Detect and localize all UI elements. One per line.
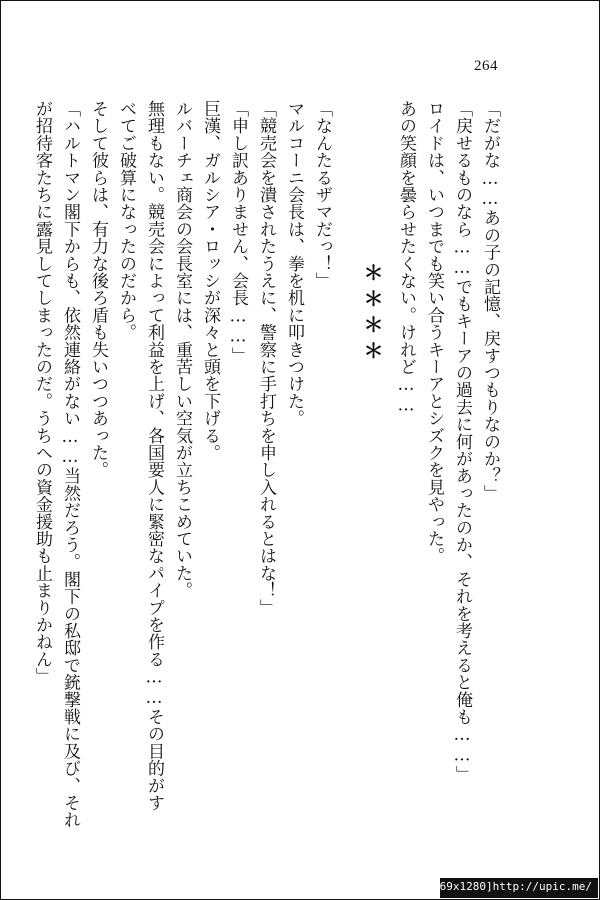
text-line: 「だがな……あの子の記憶、戻すつもりなのか？」: [480, 100, 500, 502]
text-line: ルバーチェ商会の会長室には、重苦しい空気が立ちこめていた。: [172, 100, 192, 599]
text-line: べてご破算になったのだから。: [116, 100, 136, 341]
text-line: そして彼らは、有力な後ろ盾も失いつつあった。: [88, 100, 108, 479]
text-line: 「なんたるザマだっ！」: [312, 100, 332, 290]
text-line: あの笑顔を曇らせたくない。けれど……: [396, 100, 416, 416]
watermark-text[interactable]: [869x1280]http://upic.me/: [426, 880, 592, 893]
text-line: 巨漢、ガルシア・ロッシが深々と頭を下げる。: [200, 100, 220, 462]
text-line: マルコーニ会長は、拳を机に叩きつけた。: [284, 100, 304, 427]
text-line: 無理もない。競売会によって利益を上げ、各国要人に緊密なパイプを作る……その目的がす: [144, 100, 164, 812]
text-line: 「申し訳ありません、会長……」: [228, 100, 248, 364]
text-line: 「戻せるものなら……でもキーアの過去に何があったのか、それを考えると俺も……」: [452, 100, 472, 783]
text-line: ロイドは、いつまでも笑い合うキーアとシズクを見やった。: [424, 100, 444, 565]
section-break: ＊＊＊＊: [360, 262, 384, 366]
text-line: 「ハルトマン閣下からも、依然連絡がない……当然だろう。閣下の私邸で銃撃戦に及び、それ: [60, 100, 80, 829]
text-line: が招待客たちに露見してしまったのだ。うちへの資金援助も止まりかねん」: [32, 100, 52, 685]
watermark-bar: [426, 878, 598, 898]
text-line: 「競売会を潰されたうえに、警察に手打ちを申し入れるとはな！」: [256, 100, 276, 616]
page-number: 264: [474, 58, 498, 74]
